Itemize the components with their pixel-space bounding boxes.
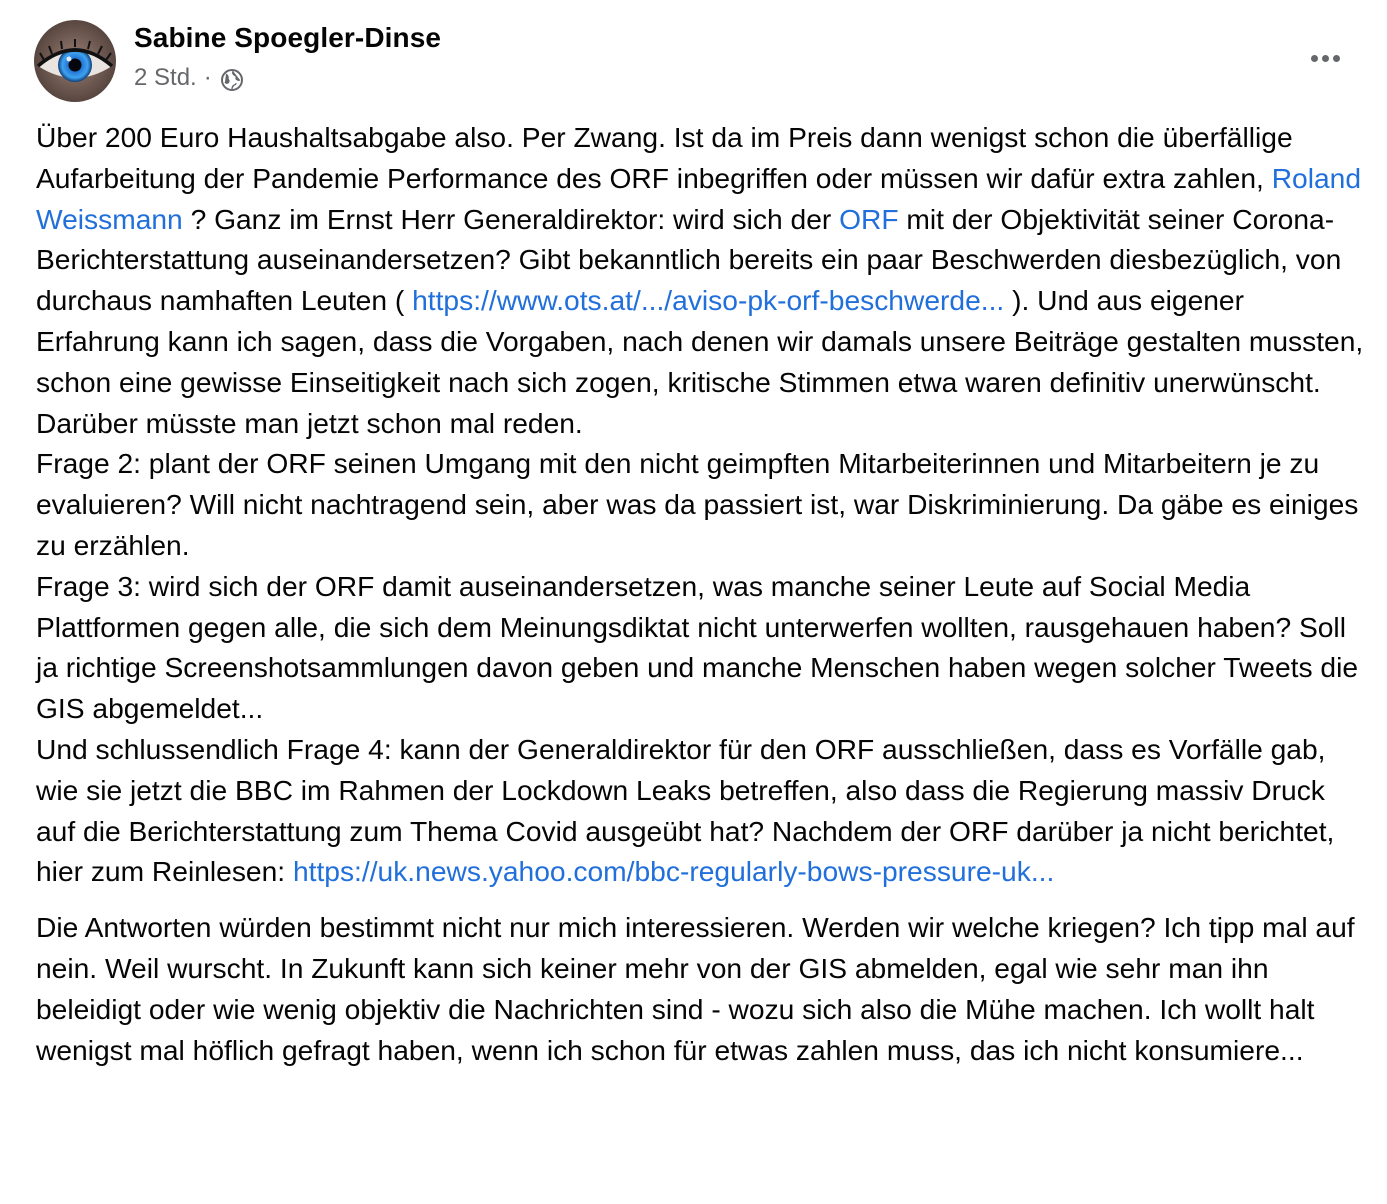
meta-separator: · [203,64,212,91]
mention-roland-weissmann[interactable]: Roland Weissmann [36,161,1369,235]
link-ots-aviso[interactable]: https://www.ots.at/.../aviso-pk-orf-beschwerde... [412,284,1005,317]
post-paragraph-3: Frage 3: wird sich der ORF damit auseinandersetzen, was manche seiner Leute auf Social Media Plattformen gegen alle, die sich dem Meinungsdiktat nicht unterwerfen wollten, rausgehauen haben? Soll ja richtige Screenshotsammlungen davon geben und manche Menschen haben wegen solcher Tweets die GIS abgemeldet... [36,569,1366,725]
post-timestamp[interactable]: 2 Std. [134,64,197,91]
post-author-name[interactable]: Sabine Spoegler-Dinse [134,22,442,53]
eye-avatar-image [34,20,116,102]
post-paragraph-1: Über 200 Euro Haushaltsabgabe also. Per Zwang. Ist da im Preis dann wenigst schon die überfällige Aufarbeitung der Pandemie Performance des ORF inbegriffen oder müssen wir dafür extra zahlen, Roland Weissmann ? Ganz im Ernst Herr Generaldirektor: wird sich der ORF mit der Objektivität seiner Corona-Berichterstattung auseinandersetzen? Gibt bekanntlich bereits ein paar Beschwerden diesbezüglich, von durchaus namhaften Leuten ( https://www.ots.at/.../aviso-pk-orf-beschwerde... ). Und aus eigener Erfahrung kann ich sagen, dass die Vorgaben, nach denen wir damals unsere Beiträge gestalten mussten, schon eine gewisse Einseitigkeit nach sich zogen, kritische Stimmen etwa waren definitiv unerwünscht. Darüber müsste man jetzt schon mal reden. [36,121,1372,439]
globe-icon[interactable] [220,68,244,92]
post-paragraph-2: Frage 2: plant der ORF seinen Umgang mit den nicht geimpften Mitarbeiterinnen und Mitarbeitern je zu evaluieren? Will nicht nachtragend sein, aber was da passiert ist, war Diskriminierung. Da gäbe es einiges zu erzählen. [36,447,1367,561]
post-paragraph-5: Die Antworten würden bestimmt nicht nur mich interessieren. Werden wir welche kriegen? Ich tipp mal auf nein. Weil wurscht. In Zukunft kann sich keiner mehr von der GIS abmelden, egal wie sehr man ihn beleidigt oder wie wenig objektiv die Nachrichten sind - wozu sich also die Mühe machen. Ich wollt halt wenigst mal höflich gefragt haben, wenn ich schon für etwas zahlen muss, das ich nicht konsumiere... [36,911,1363,1066]
post-paragraph-4: Und schlussendlich Frage 4: kann der Generaldirektor für den ORF ausschließen, dass es Vorfälle gab, wie sie jetzt die BBC im Rahmen der Lockdown Leaks betreffen, also dass die Regierung massiv Druck auf die Berichterstattung zum Thema Covid ausgeübt hat? Nachdem der ORF darüber ja nicht berichtet, hier zum Reinlesen: https://uk.news.yahoo.com/bbc-regularly-bows-pressure-uk... [36,732,1343,888]
post-meta [134,64,244,92]
avatar[interactable] [34,20,116,102]
link-yahoo-bbc[interactable]: https://uk.news.yahoo.com/bbc-regularly-bows-pressure-uk... [292,855,1055,888]
more-options-button[interactable] [1300,40,1350,76]
mention-orf[interactable]: ORF [839,202,899,235]
post-body [36,117,1372,1070]
